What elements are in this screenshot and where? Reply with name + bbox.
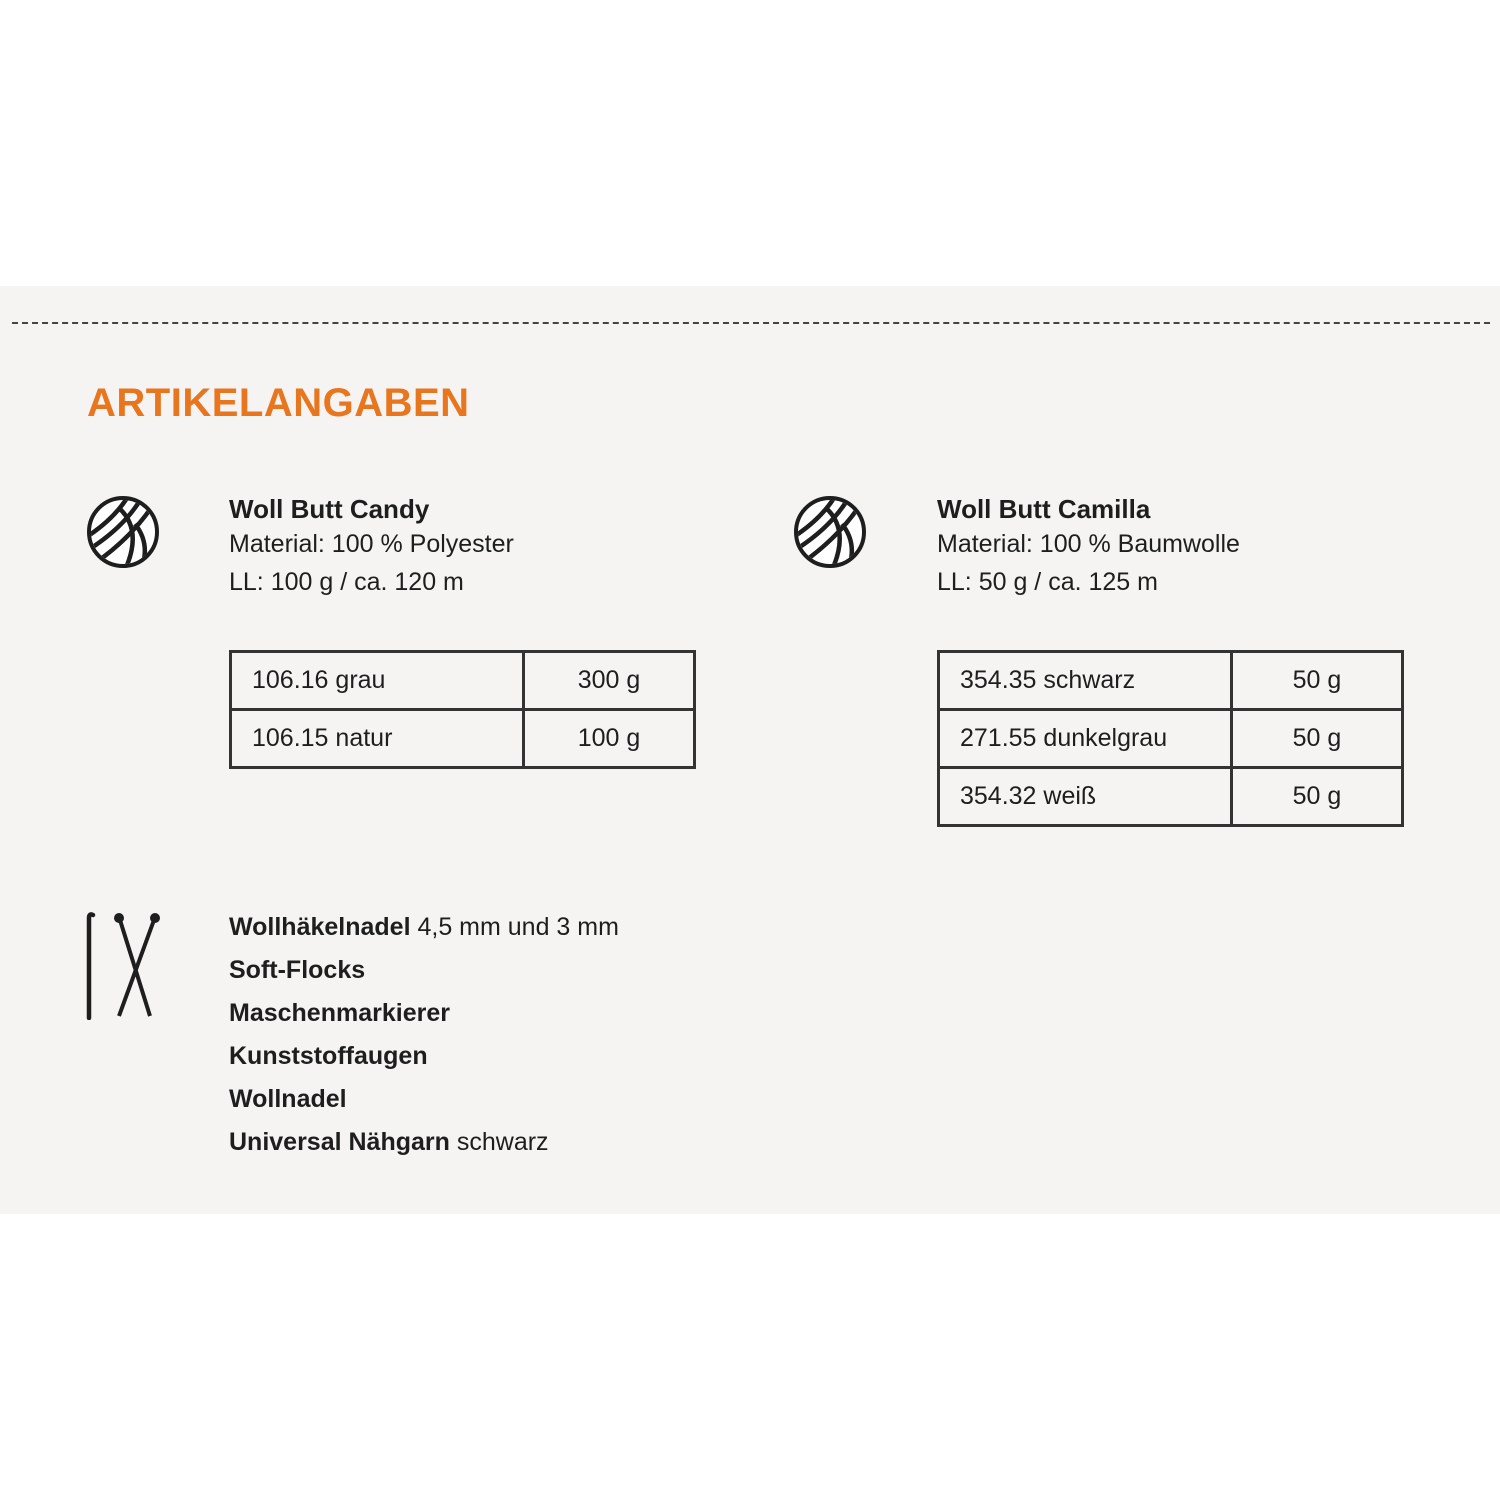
table-row: [939, 652, 1403, 710]
color-name: 354.32 weiß: [939, 768, 1232, 826]
yarn-name: Woll Butt Camilla: [937, 494, 1151, 524]
crochet-hook-and-knitting-needles-icon: [82, 910, 162, 1020]
tool-name: Soft-Flocks: [229, 956, 366, 984]
tool-detail: 4,5 mm und 3 mm: [410, 913, 619, 941]
list-item: [229, 906, 619, 949]
dashed-divider: [12, 322, 1490, 324]
yarn-length: LL: 100 g / ca. 120 m: [229, 568, 464, 596]
tool-name: Wollhäkelnadel: [229, 913, 411, 941]
yarn-name: Woll Butt Candy: [229, 494, 430, 524]
table-row: [939, 710, 1403, 768]
yarn-material: Material: 100 % Baumwolle: [937, 530, 1240, 558]
list-item: [229, 949, 619, 992]
yarn-length: LL: 50 g / ca. 125 m: [937, 568, 1158, 596]
table-row: [939, 768, 1403, 826]
list-item: [229, 1121, 619, 1164]
yarn-info-candy: [229, 493, 514, 601]
yarn-ball-icon: [85, 494, 161, 570]
tools-list: [229, 906, 619, 1164]
color-name: 354.35 schwarz: [939, 652, 1232, 710]
color-quantity: 300 g: [524, 652, 695, 710]
yarn-material: Material: 100 % Polyester: [229, 530, 514, 558]
color-quantity: 50 g: [1232, 652, 1403, 710]
yarn-info-camilla: [937, 493, 1240, 601]
yarn-ball-icon: [792, 494, 868, 570]
color-name: 271.55 dunkelgrau: [939, 710, 1232, 768]
list-item: [229, 992, 619, 1035]
tool-name: Universal Nähgarn: [229, 1128, 450, 1156]
tool-name: Kunststoffaugen: [229, 1042, 428, 1070]
color-quantity: 50 g: [1232, 768, 1403, 826]
list-item: [229, 1078, 619, 1121]
tool-name: Maschenmarkierer: [229, 999, 450, 1027]
section-title: ARTIKELANGABEN: [87, 381, 470, 425]
color-name: 106.15 natur: [231, 710, 524, 768]
color-quantity: 100 g: [524, 710, 695, 768]
tool-detail: schwarz: [449, 1128, 549, 1156]
color-table-camilla: [937, 650, 1404, 827]
list-item: [229, 1035, 619, 1078]
color-table-candy: [229, 650, 696, 769]
color-name: 106.16 grau: [231, 652, 524, 710]
table-row: [231, 652, 695, 710]
tool-name: Wollnadel: [229, 1085, 347, 1113]
table-row: [231, 710, 695, 768]
materials-panel: [0, 286, 1500, 1214]
color-quantity: 50 g: [1232, 710, 1403, 768]
